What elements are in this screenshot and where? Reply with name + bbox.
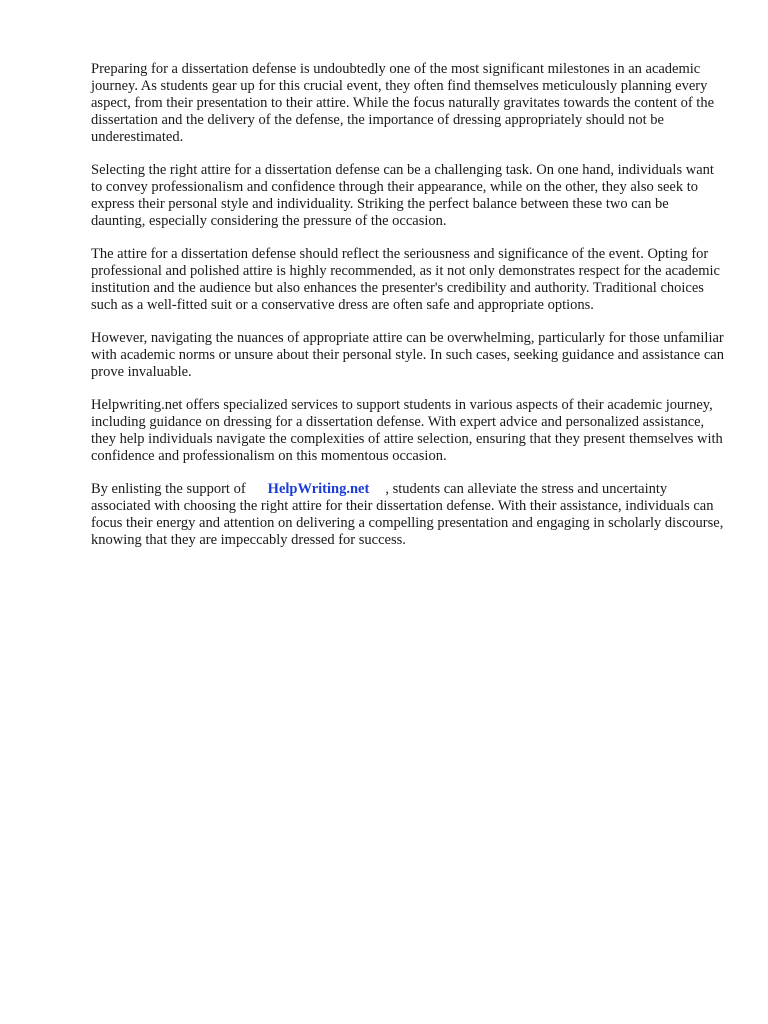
paragraph-attire-reflects: The attire for a dissertation defense should reflect the seriousness and significance of the event. Opting for professional and polished attire is highly recommended, as it not only demonstrates respect for the academic institution and the audience but also enhances the presenter's credibility and authority. Traditional choices such as a well-fitted suit or a conservative dress are often safe and appropriate options. [91, 246, 720, 313]
paragraph-selecting-attire: Selecting the right attire for a dissertation defense can be a challenging task. On one hand, individuals want to convey professionalism and confidence through their appearance, while on the other, they also seek to express their personal style and individuality. Striking the perfect balance between these two can be daunting, especially considering the pressure of the occasion. [91, 162, 714, 229]
paragraph-conclusion [91, 481, 725, 549]
paragraph-navigating-nuances: However, navigating the nuances of appropriate attire can be overwhelming, particularly for those unfamiliar with academic norms or unsure about their personal style. In such cases, seeking guidance and assistance can prove invaluable. [91, 330, 724, 380]
document-body [91, 61, 725, 565]
paragraph-helpwriting-services: Helpwriting.net offers specialized services to support students in various aspects of their academic journey, including guidance on dressing for a dissertation defense. With expert advice and personalized assistance, they help individuals navigate the complexities of attire selection, ensuring that they present themselves with confidence and professionalism on this momentous occasion. [91, 397, 723, 464]
conclusion-text-after: , students can alleviate the stress and uncertainty associated with choosing the right attire for their dissertation defense. With their assistance, individuals can focus their energy and attention on delivering a compelling presentation and engaging in scholarly discourse, knowing that they are impeccably dressed for success. [91, 481, 724, 548]
paragraph-intro: Preparing for a dissertation defense is undoubtedly one of the most significant milestones in an academic journey. As students gear up for this crucial event, they often find themselves meticulously planning every aspect, from their presentation to their attire. While the focus naturally gravitates towards the content of the dissertation and the delivery of the defense, the importance of dressing appropriately should not be underestimated. [91, 61, 715, 145]
conclusion-text-before: By enlisting the support of [91, 481, 246, 497]
helpwriting-link[interactable]: HelpWriting.net [267, 481, 370, 497]
